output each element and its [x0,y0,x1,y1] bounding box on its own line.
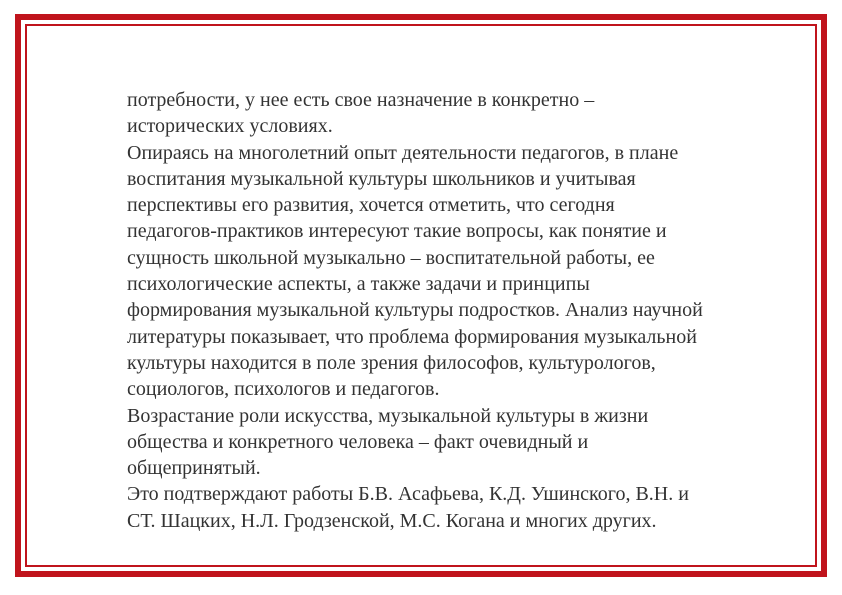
text-line: воспитания музыкальной культуры школьников и учитывая [127,167,636,190]
text-line: литературы показывает, что проблема формирования музыкальной [127,325,697,348]
slide-body-text [127,87,777,534]
text-line: педагогов-практиков интересуют такие вопросы, как понятие и [127,220,667,243]
text-line: Опираясь на многолетний опыт деятельности педагогов, в плане [127,141,679,164]
text-line: СТ. Шацких, Н.Л. Гродзенской, М.С. Когана и многих других. [127,509,657,532]
text-line: перспективы его развития, хочется отметить, что сегодня [127,194,615,217]
text-line: общепринятый. [127,457,261,480]
text-line: сущность школьной музыкально – воспитательной работы, ее [127,246,655,269]
text-line: потребности, у нее есть свое назначение в конкретно – [127,89,595,111]
text-line: культуры находится в поле зрения философов, культурологов, [127,351,656,374]
text-line: исторических условиях. [127,115,333,138]
text-line: Это подтверждают работы Б.В. Асафьева, К.Д. Ушинского, В.Н. и [127,483,689,506]
text-line: Возрастание роли искусства, музыкальной культуры в жизни [127,404,649,427]
text-line: психологические аспекты, а также задачи и принципы [127,273,590,296]
text-line: формирования музыкальной культуры подростков. Анализ научной [127,299,703,322]
text-line: общества и конкретного человека – факт очевидный и [127,430,589,453]
text-line: социологов, психологов и педагогов. [127,378,440,401]
